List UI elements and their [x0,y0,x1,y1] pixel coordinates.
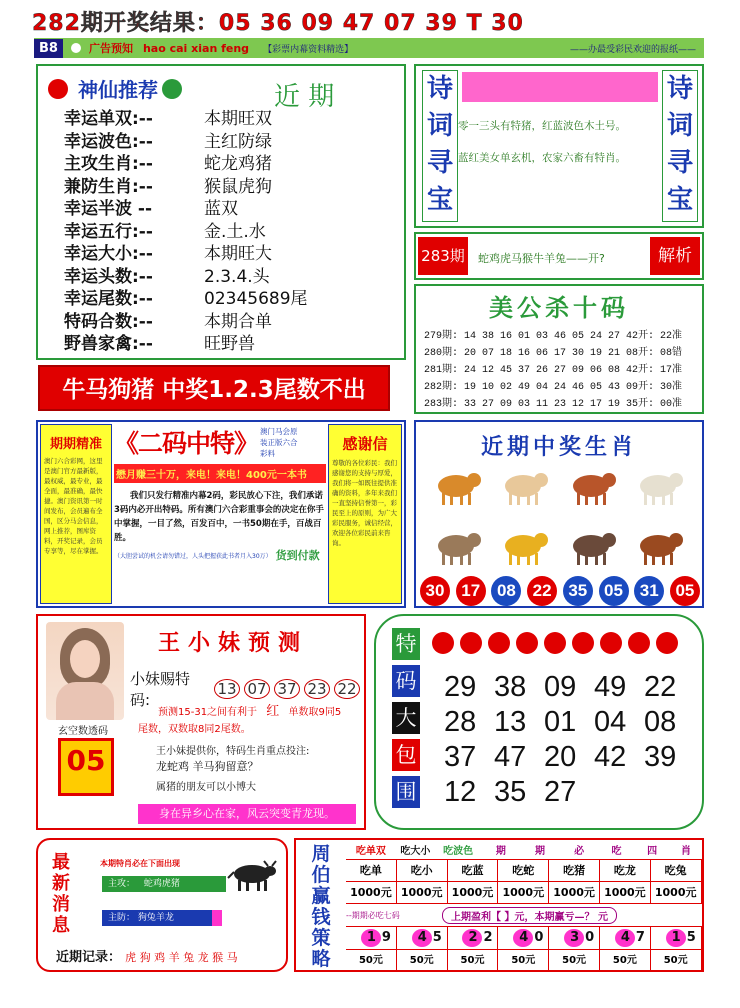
red-dot-icon [488,632,510,654]
red-dot-icon [572,632,594,654]
red-dot-icon [600,632,622,654]
animal-1-icon [492,462,560,510]
poem-side-char: 词 [426,111,453,141]
shenxian-row [64,333,308,356]
body-text: 我们只发行精准内幕2码，彩民放心下注，我们承诺3码内必开出特码。所有澳门六合彩重事会的决定在你手中掌握，一目了然，百发百中，一书50期在手，百战百胜。 [114,491,324,543]
red-dot-icon [516,632,538,654]
zhoubo-panel [294,838,704,972]
zhoubo-num: 45 [412,929,432,947]
poem-analysis: 解析 [650,237,700,275]
green-dot-icon [162,79,182,99]
shenxian-row-value: 蓝双 [204,199,238,219]
jinqi-ball: 17 [456,576,486,606]
poem-line-2: 蓝红美女单玄机，农家六畜有特肖。 [458,152,626,164]
line2: 尾数，双数取8同2尾数。 [138,724,251,735]
tema-num: 37 [444,741,477,773]
main-value: 蛇鸡虎猪 [143,879,180,889]
jinqi-panel [414,420,704,608]
wang-code: 13 [214,679,240,699]
shenxian-row [64,221,308,244]
shenxian-row [64,153,308,176]
kill-panel [414,284,704,414]
zhoubo-bet: 吃蓝 [448,860,499,882]
shenxian-row-label: 幸运大小:-- [64,244,153,264]
jinqi-ball: 05 [599,576,629,606]
left-text: 澳门六合彩网，这里是澳门官方最新版，最权威，最专业，最全面，最准确，最快捷。澳门资讯第一时间发布，会员遍布全国，区分马会信息，网上推荐，图库资料，开奖记录，会员专享等，尽在掌握。 [44,457,103,555]
zhoubo-small: 50元 [549,950,600,972]
kill-title: 美公杀十码 [489,293,629,322]
tema-num: 29 [444,671,477,703]
tema-num: 04 [594,706,627,738]
tema-num: 27 [544,776,577,808]
zhoubo-num-cell [549,926,600,950]
red-dot-icon [432,632,454,654]
record-label: 近期记录： [56,950,122,965]
news-side: 最新消息 [52,852,70,936]
right-title: 感谢信 [342,435,388,453]
header-bar [34,38,704,58]
zhoubo-small: 50元 [346,950,397,972]
tema-side-char: 围 [392,776,420,808]
red-dot-icon [656,632,678,654]
zhoubo-num: 15 [666,929,686,947]
tema-num: 13 [494,706,527,738]
main-title: 《二码中特》 [114,429,259,458]
zhoubo-head: 期 [495,846,506,857]
xuan-label: 玄空数透码 [58,726,108,737]
shenxian-row-value: 主红防绿 [204,131,272,152]
zhoubo-head: 期 [535,846,546,857]
shenxian-row [64,288,308,311]
wang-code: 37 [274,679,300,699]
zhoubo-head: 四 [647,846,658,857]
main-side: 澳门马会原装正版六合彩料 [260,426,298,458]
zhoubo-side-char: 策 [311,927,331,949]
shenxian-title: 神仙推荐 [78,78,158,102]
shenxian-banner: 牛马狗猪 中奖1.2.3尾数不出 [38,365,390,411]
tema-num: 12 [444,776,477,808]
poem-side-char: 词 [666,111,693,141]
shenxian-row [64,131,308,154]
wang-code: 07 [244,679,270,699]
zhoubo-num: 19 [361,929,381,947]
tema-num: 49 [594,671,627,703]
shenxian-row-value: 猴鼠虎狗 [204,176,272,197]
tema-side-char: 包 [392,739,420,771]
zhoubo-small: 50元 [397,950,448,972]
poem-side-char: 诗 [666,74,693,104]
jinqi-ball: 31 [634,576,664,606]
wang-title: 王小妹预测 [158,630,309,656]
tema-row [444,705,694,740]
jinqi-ball: 22 [527,576,557,606]
line1a: 预测15-31之间有利于 [158,707,258,718]
pink-tab [212,910,222,926]
shenxian-row-value: 本期旺双 [204,109,272,129]
zhoubo-head: 吃单双 [355,846,386,857]
poem-side-char: 宝 [426,185,453,215]
zhoubo-side-char: 赢 [311,885,331,907]
record: 虎 狗 鸡 羊 兔 龙 猴 马 [125,951,238,964]
zhoubo-head: 吃大小 [400,846,431,857]
def-label: 主防： [108,913,136,923]
zhoubo-small: 50元 [651,950,702,972]
tema-num: 47 [494,741,527,773]
zhoubo-amount: 1000元 [448,882,499,904]
xuan-box [58,738,114,796]
left-title: 期期精准 [49,437,102,452]
wang-code: 22 [334,679,360,699]
shenxian-row-value: 本期合单 [204,311,272,332]
poem-side-char: 诗 [426,74,453,104]
zhoubo-side-char: 略 [311,948,331,970]
zhoubo-num: 30 [564,929,584,947]
shenxian-row-label: 兼防生肖:-- [64,176,153,197]
zhoubo-small: 50元 [448,950,499,972]
red-dot-icon [628,632,650,654]
poem-line-1: 零一三头有特猪，红蓝波色木土号。 [458,120,626,132]
shenxian-row-value: 02345689尾 [204,289,308,309]
ermazhong-panel [36,420,406,608]
shenxian-row-label: 幸运头数:-- [64,266,153,287]
news-panel [36,838,288,972]
shenxian-row-label: 主攻生肖:-- [64,154,153,174]
bar-right: ——办最受彩民欢迎的报纸—— [569,44,696,55]
main-label: 主攻： [108,879,136,889]
zhoubo-bet: 吃兔 [651,860,702,882]
pink-block [462,72,658,102]
tema-row [444,775,694,810]
temabao-panel [374,614,704,830]
right-text: 尊敬的各位彩民：我们感谢您的支持与厚爱，我们将一如既往提供准确的资料，多年来我们一直坚持信誉第一，彩民至上的原则，为广大彩民服务，诚信经营，欢迎各位彩民前来咨询。 [332,459,397,547]
tema-num: 35 [494,776,527,808]
zhoubo-bet: 吃小 [397,860,448,882]
zhoubo-num-row [346,926,702,950]
shenxian-list [64,108,308,356]
zhoubo-num: 22 [462,929,482,947]
zhoubo-bet: 吃猪 [549,860,600,882]
kill-row: 283期: 33 27 09 03 11 23 12 17 19 35开: 00准 [424,399,683,410]
note: （大胆尝试的机会请勿错过，人头把握获此书者月入30万） [114,552,272,560]
shenxian-row-label: 幸运五行:-- [64,221,153,242]
tema-num: 22 [644,671,677,703]
bar-tag: 【彩票内幕资料精选】 [263,44,354,55]
red-dot-icon [544,632,566,654]
animal-4-icon [424,522,492,570]
shenxian-row [64,311,308,334]
kill-row: 279期: 14 38 16 01 03 46 05 24 27 42开: 22准 [424,331,683,342]
zhoubo-num-cell [651,926,702,950]
tema-side-char: 码 [392,665,420,697]
shenxian-row-label: 幸运单双:-- [64,109,153,129]
shenxian-row-label: 幸运波色:-- [64,131,153,152]
poem-hint: 蛇鸡虎马猴牛羊兔——开? [478,252,605,265]
shenxian-panel [36,64,406,360]
poem-side-char: 寻 [426,148,453,178]
dot-icon [71,43,81,53]
zhoubo-head: 必 [574,846,585,857]
draw-result-title: 282期开奖结果：05 36 09 47 07 39 T 30 [32,11,524,36]
news-top: 本期特肖必在下面出现 [100,859,180,868]
zhoubo-num-cell [600,926,651,950]
zhoubo-bet-row [346,860,702,882]
avatar [46,622,124,720]
jinqi-ball: 08 [491,576,521,606]
line5: 属猪的朋友可以小博大 [156,782,256,793]
poem-hint-panel [414,232,704,280]
zhoubo-num: 47 [615,929,635,947]
poem-side-char: 寻 [666,148,693,178]
line1b: 红 [266,704,280,719]
zhoubo-amount-row [346,882,702,904]
red-dot-icon [460,632,482,654]
zhoubo-side-char: 周 [311,843,331,865]
stamp: 货到付款 [275,549,320,562]
zhoubo-num-cell [397,926,448,950]
animal-2-icon [559,462,627,510]
red-dot-icon [48,79,68,99]
zhoubo-head: 肖 [680,846,691,857]
tema-num: 20 [544,741,577,773]
tema-side-char: 大 [392,702,420,734]
bull-icon [226,858,278,892]
shenxian-row [64,176,308,199]
shenxian-row-value: 旺野兽 [204,334,255,354]
shenxian-row-value: 金.土.水 [204,221,266,242]
shenxian-row-label: 野兽家禽:-- [64,334,153,354]
zhoubo-amount: 1000元 [346,882,397,904]
zhoubo-amount: 1000元 [549,882,600,904]
zhoubo-bet: 吃龙 [600,860,651,882]
animal-7-icon [627,522,695,570]
zhoubo-head: 吃 [611,846,622,857]
zhoubo-amount: 1000元 [651,882,702,904]
poem-side-char: 宝 [666,185,693,215]
tema-row [444,740,694,775]
tema-row [444,670,694,705]
animal-0-icon [424,462,492,510]
shenxian-row-value: 2.3.4.头 [204,266,270,287]
wang-code: 23 [304,679,330,699]
kill-row: 281期: 24 12 45 37 26 27 09 06 08 42开: 17准 [424,365,683,376]
jinqi-ball: 30 [420,576,450,606]
zhoubo-num-cell [346,926,397,950]
animal-3-icon [627,462,695,510]
must-label: --期期必吃七码 [346,910,400,920]
zhoubo-head: 吃波色 [443,846,474,857]
shenxian-subtitle: 近 期 [274,82,335,112]
zhoubo-num-cell [498,926,549,950]
bar-pinyin: hao cai xian feng [142,41,250,55]
line4: 龙蛇鸡 羊马狗留意？ [156,760,259,773]
zhoubo-small: 50元 [498,950,549,972]
zhoubo-amount: 1000元 [498,882,549,904]
jinqi-ball: 35 [563,576,593,606]
wang-footer: 身在异乡心在家，风云突变青龙现。 [138,804,356,824]
profit: 上期盈利【 】元，本期赢亏—？ 元 [442,907,617,924]
zhoubo-side-char: 钱 [311,906,331,928]
tema-num: 28 [444,706,477,738]
poem-panel [414,64,704,228]
tema-side-char: 特 [392,628,420,660]
line3: 王小妹提供你，特码生肖重点投注: [156,746,310,757]
animal-6-icon [559,522,627,570]
kill-row: 280期: 20 07 18 16 06 17 30 19 21 08开: 08错 [424,348,683,359]
zhoubo-head-row [346,840,702,860]
zhoubo-num-cell [448,926,499,950]
bar-title: 广告预知 [88,42,133,55]
zhoubo-small: 50元 [600,950,651,972]
line1c: 单数取9同5 [288,707,342,718]
shenxian-row-value: 蛇龙鸡猪 [204,154,272,174]
shenxian-row-value: 本期旺大 [204,244,272,264]
shenxian-row [64,243,308,266]
shenxian-row [64,198,308,221]
zhoubo-small-row [346,950,702,972]
code-label: 小妹赐特码: [130,670,191,709]
tema-num: 01 [544,706,577,738]
zhoubo-side-char: 伯 [311,864,331,886]
jinqi-ball: 05 [670,576,700,606]
animal-5-icon [492,522,560,570]
shenxian-row [64,108,308,131]
tema-num: 42 [594,741,627,773]
tema-num: 39 [644,741,677,773]
slogan: 懋月赚三十万，来电！来电！400元一本书 [114,464,326,483]
shenxian-row-label: 幸运尾数:-- [64,289,153,309]
def-value: 狗兔羊龙 [137,913,174,923]
tema-num: 08 [644,706,677,738]
zhoubo-num: 40 [513,929,533,947]
zhoubo-amount: 1000元 [600,882,651,904]
page-code: B8 [34,39,63,58]
zhoubo-profit-row [346,906,702,924]
shenxian-row [64,266,308,289]
zhoubo-bet: 吃蛇 [498,860,549,882]
zhoubo-amount: 1000元 [397,882,448,904]
shenxian-row-label: 特码合数:-- [64,311,153,332]
jinqi-title: 近期中奖生肖 [480,435,637,460]
zhoubo-bet: 吃单 [346,860,397,882]
tema-num: 09 [544,671,577,703]
tema-num: 38 [494,671,527,703]
kill-row: 282期: 19 10 02 49 04 24 46 05 43 09开: 30准 [424,382,683,393]
poem-period: 283期 [418,237,468,275]
shenxian-row-label: 幸运半波 -- [64,199,153,219]
wang-panel [36,614,366,830]
xuan-num: 05 [66,744,106,777]
